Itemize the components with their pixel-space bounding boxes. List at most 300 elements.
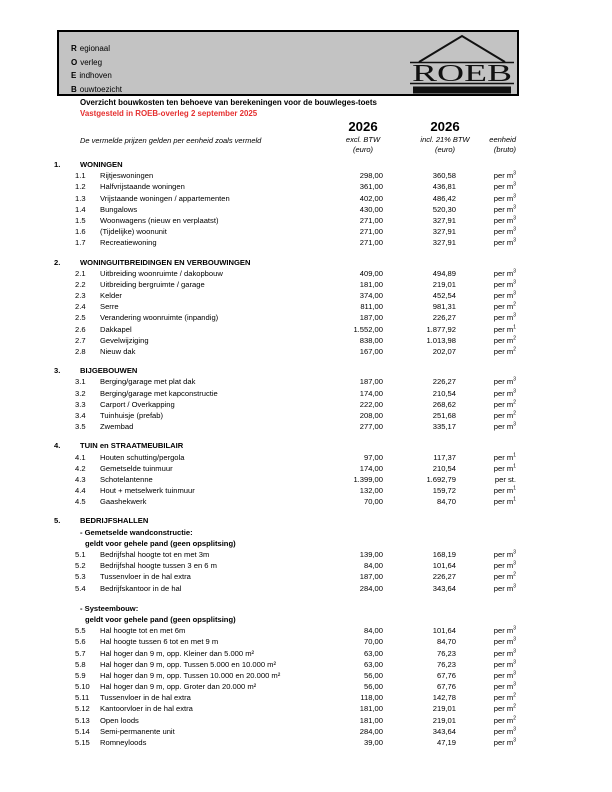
- row-price-excl: 181,00: [359, 279, 383, 289]
- unit-superscript: 2: [513, 346, 516, 353]
- year-header-incl: 2026: [430, 119, 460, 134]
- unit-superscript: 3: [513, 181, 516, 188]
- unit-superscript: 1: [513, 496, 516, 503]
- unit-superscript: 3: [513, 376, 516, 383]
- row-unit: per $m^2$: [493, 399, 516, 409]
- row-number: 3.4: [75, 410, 86, 420]
- section-header-row: [0, 440, 612, 451]
- table-row: [0, 583, 612, 594]
- row-number: 1.7: [75, 238, 86, 248]
- row-unit: per $m^3$: [493, 290, 516, 301]
- logo-text: ROEB: [412, 61, 512, 87]
- row-label: Hal hoogte tussen 6 tot en met 9 m: [100, 637, 219, 647]
- row-price-excl: 222,00: [359, 399, 383, 409]
- row-price-incl: 159,72: [432, 486, 456, 496]
- row-price-incl: 335,17: [432, 422, 456, 432]
- row-label: Hal hoger dan 9 m, opp. Groter dan 20.000 m²: [100, 682, 257, 692]
- section-number: 2.: [54, 257, 61, 267]
- row-number: 3.2: [75, 388, 86, 398]
- section-title: WONINGEN: [80, 160, 123, 169]
- unit-superscript: 3: [513, 312, 516, 319]
- row-price-excl: 271,00: [359, 215, 383, 225]
- acronym-rest: verleg: [80, 57, 103, 67]
- acronym-line-overleg: [71, 56, 122, 70]
- section: [0, 440, 612, 507]
- row-price-incl: 84,70: [436, 497, 456, 507]
- table-row: [0, 226, 612, 237]
- table-row: [0, 181, 612, 192]
- table-row: [0, 659, 612, 670]
- section-title: TUIN en STRAATMEUBILAIR: [80, 441, 184, 451]
- table-row: [0, 485, 612, 496]
- acronym-letter: O: [71, 57, 78, 67]
- table-row: [0, 399, 612, 410]
- row-number: 5.8: [75, 659, 86, 669]
- column-header-unit: [440, 135, 516, 155]
- column-header-unit-line2: (bruto): [493, 144, 516, 154]
- unit-superscript: 3: [513, 670, 516, 677]
- unit-superscript: 1: [513, 324, 516, 331]
- row-label: Berging/garage met plat dak: [100, 377, 196, 387]
- row-number: 5.2: [75, 561, 86, 571]
- table-row: [0, 346, 612, 357]
- row-price-excl: 187,00: [359, 572, 383, 582]
- row-label: Bedrijfshal hoogte tot en met 3m: [100, 550, 210, 559]
- row-price-incl: 76,23: [436, 659, 456, 669]
- row-price-incl: 219,01: [432, 279, 456, 289]
- row-price-excl: 187,00: [359, 313, 383, 323]
- row-price-incl: 981,31: [432, 302, 456, 312]
- row-unit: per $m^2$: [493, 692, 516, 703]
- row-number: 5.15: [75, 738, 90, 747]
- row-price-excl: 56,00: [363, 670, 383, 680]
- row-number: 2.7: [75, 335, 86, 345]
- table-row: [0, 636, 612, 647]
- row-price-incl: 327,91: [432, 215, 456, 225]
- row-number: 1.3: [75, 193, 86, 203]
- row-number: 5.5: [75, 626, 86, 636]
- row-price-excl: 132,00: [359, 486, 383, 496]
- row-number: 3.5: [75, 422, 86, 432]
- row-price-excl: 181,00: [359, 704, 383, 714]
- document-subtitle-red: Vastgesteld in ROEB-overleg 2 september 2025: [80, 108, 258, 118]
- row-price-excl: 361,00: [359, 182, 383, 192]
- group-subtitle-row: [0, 603, 612, 614]
- unit-superscript: 3: [513, 204, 516, 211]
- document-title: Overzicht bouwkosten ten behoeve van berekeningen voor de bouwleges-toets: [80, 98, 377, 107]
- row-number: 2.3: [75, 291, 86, 301]
- row-label: Gevelwijziging: [100, 335, 149, 345]
- row-unit: per st.: [494, 474, 516, 484]
- row-unit: per $m^2$: [493, 715, 516, 725]
- roeb-header-box: [57, 30, 519, 96]
- row-label: Tussenvloer in de hal extra: [100, 572, 191, 582]
- row-label: Uitbreiding woonruimte / dakopbouw: [100, 268, 223, 278]
- row-price-incl: 1.013,98: [426, 335, 456, 345]
- group-note: geldt voor gehele pand (geen opsplitsing): [85, 614, 236, 624]
- row-price-excl: 284,00: [359, 726, 383, 736]
- row-number: 4.3: [75, 474, 86, 484]
- row-price-incl: 117,37: [433, 452, 456, 462]
- row-price-excl: 838,00: [359, 335, 383, 345]
- row-number: 5.12: [75, 704, 90, 714]
- table-row: [0, 376, 612, 387]
- row-price-excl: 284,00: [359, 583, 383, 593]
- row-number: 2.1: [75, 268, 86, 278]
- row-label: Tuinhuisje (prefab): [100, 410, 164, 420]
- row-number: 4.1: [75, 452, 86, 462]
- row-price-excl: 56,00: [363, 682, 383, 692]
- table-row: [0, 279, 612, 290]
- roeb-acronym: [71, 42, 122, 96]
- row-unit: per $m^3$: [493, 625, 516, 636]
- row-price-incl: 210,54: [432, 388, 456, 398]
- row-price-incl: 76,23: [436, 648, 456, 658]
- row-price-incl: 494,89: [432, 268, 456, 278]
- section-number: 3.: [54, 366, 61, 376]
- row-label: Schotelantenne: [100, 474, 153, 484]
- roof-triangle-icon: [419, 36, 505, 62]
- row-number: 4.2: [75, 463, 86, 473]
- row-number: 1.6: [75, 227, 86, 237]
- row-unit: per $m^3$: [493, 549, 516, 559]
- column-header-excl-line1: excl. BTW: [345, 135, 381, 144]
- row-price-incl: 67,76: [436, 682, 456, 692]
- table-row: [0, 692, 612, 703]
- section-header-row: [0, 257, 612, 268]
- unit-superscript: 3: [513, 226, 516, 233]
- row-label: Halfvrijstaande woningen: [100, 182, 185, 192]
- row-label: Rijtjeswoningen: [100, 171, 154, 181]
- column-header-incl-line1: incl. 21% BTW: [420, 135, 470, 144]
- row-unit: per $m^3$: [493, 226, 516, 237]
- row-unit: per $m^3$: [493, 647, 516, 658]
- row-number: 5.14: [75, 726, 90, 736]
- table-row: [0, 703, 612, 714]
- row-number: 1.5: [75, 215, 86, 225]
- row-price-excl: 271,00: [359, 238, 383, 248]
- row-price-excl: 187,00: [359, 377, 383, 387]
- title-block: [80, 98, 377, 119]
- row-label: (Tijdelijke) woonunit: [100, 227, 167, 237]
- row-label: Uitbreiding bergruimte / garage: [100, 279, 205, 289]
- group-subtitle: - Gemetselde wandconstructie:: [80, 527, 193, 537]
- row-number: 5.6: [75, 637, 86, 647]
- year-header-excl: 2026: [348, 119, 378, 134]
- row-label: Open loods: [100, 715, 139, 725]
- row-price-incl: 268,62: [432, 399, 456, 409]
- section-header-row: [0, 159, 612, 170]
- row-price-incl: 202,07: [432, 347, 456, 356]
- acronym-rest: indhoven: [79, 71, 112, 80]
- row-unit: per $m^2$: [493, 410, 516, 420]
- row-price-incl: 486,42: [432, 193, 456, 203]
- unit-superscript: 2: [513, 571, 516, 578]
- row-number: 5.9: [75, 670, 86, 680]
- section-title: WONINGUITBREIDINGEN EN VERBOUWINGEN: [80, 257, 251, 267]
- row-number: 2.8: [75, 347, 86, 356]
- row-unit: per $m^3$: [493, 583, 516, 593]
- row-unit: per $m^3$: [493, 737, 516, 747]
- row-number: 5.10: [75, 682, 90, 692]
- row-price-excl: 277,00: [359, 422, 383, 432]
- row-price-incl: 226,27: [432, 572, 456, 582]
- row-number: 5.13: [75, 715, 90, 725]
- row-label: Bungalows: [100, 204, 138, 214]
- row-price-incl: 327,91: [432, 227, 456, 237]
- row-price-incl: 47,19: [436, 738, 456, 747]
- unit-superscript: 3: [513, 726, 516, 733]
- row-price-incl: 343,64: [432, 726, 456, 736]
- unit-superscript: 2: [513, 692, 516, 699]
- unit-superscript: 3: [513, 215, 516, 222]
- unit-superscript: 1: [513, 485, 516, 492]
- unit-superscript: 3: [513, 560, 516, 567]
- table-row: [0, 268, 612, 279]
- row-price-incl: 520,30: [432, 204, 456, 214]
- row-price-incl: 67,76: [436, 670, 456, 680]
- section: [0, 365, 612, 432]
- unit-superscript: 3: [513, 237, 516, 244]
- row-price-excl: 139,00: [359, 550, 383, 559]
- row-price-incl: 1.877,92: [426, 324, 456, 334]
- column-header-excl: [320, 135, 406, 155]
- section-number: 1.: [54, 160, 61, 169]
- row-price-incl: 327,91: [432, 238, 456, 248]
- table-row: [0, 648, 612, 659]
- row-unit: per $m^3$: [493, 181, 516, 192]
- column-header-incl-line2: (euro): [434, 144, 455, 154]
- row-unit: per $m^3$: [493, 376, 516, 387]
- row-price-incl: 226,27: [432, 377, 456, 387]
- row-unit: per $m^2$: [493, 346, 516, 356]
- row-label: Hal hoogte tot en met 6m: [100, 626, 186, 636]
- row-price-excl: 118,00: [360, 693, 383, 703]
- acronym-line-bouwtoezicht: [71, 83, 122, 97]
- section-number: 5.: [54, 516, 61, 526]
- row-number: 5.3: [75, 572, 86, 582]
- unit-superscript: 1: [513, 451, 516, 458]
- row-price-incl: 219,01: [432, 715, 456, 725]
- row-unit: per $m^2$: [493, 571, 516, 582]
- row-unit: per $m^3$: [493, 215, 516, 225]
- acronym-letter: B: [71, 84, 77, 94]
- row-price-excl: 430,00: [359, 204, 383, 214]
- unit-superscript: 3: [513, 193, 516, 200]
- row-unit: per $m^3$: [493, 726, 516, 736]
- row-unit: per $m^1$: [493, 324, 516, 334]
- table-row: [0, 290, 612, 301]
- row-unit: per $m^3$: [493, 560, 516, 571]
- table-row: [0, 681, 612, 692]
- row-number: 1.1: [75, 171, 86, 181]
- unit-superscript: 3: [513, 388, 516, 395]
- row-price-excl: 84,00: [363, 561, 383, 571]
- row-price-excl: 374,00: [359, 291, 383, 301]
- row-label: Gaashekwerk: [100, 497, 147, 507]
- section-title: BIJGEBOUWEN: [80, 366, 138, 376]
- table-row: [0, 312, 612, 323]
- row-number: 5.4: [75, 583, 86, 593]
- table-row: [0, 571, 612, 582]
- table-row: [0, 715, 612, 726]
- row-label: Houten schutting/pergola: [100, 452, 185, 462]
- table-row: [0, 463, 612, 474]
- column-header-unit-line1: eenheid: [489, 135, 516, 144]
- row-price-excl: 1.399,00: [353, 474, 383, 484]
- group-gap: [0, 594, 612, 603]
- section-header-row: [0, 365, 612, 376]
- unit-superscript: 3: [513, 421, 516, 428]
- unit-superscript: 3: [513, 647, 516, 654]
- row-number: 2.4: [75, 302, 86, 312]
- intro-note: De vermelde prijzen gelden per eenheid zoals vermeld: [80, 136, 262, 145]
- acronym-line-eindhoven: [71, 69, 122, 83]
- unit-superscript: 2: [513, 410, 516, 417]
- row-unit: per $m^3$: [493, 421, 516, 432]
- row-unit: per $m^3$: [493, 193, 516, 203]
- unit-superscript: 2: [513, 335, 516, 342]
- row-price-excl: 402,00: [359, 193, 383, 203]
- unit-superscript: 2: [513, 301, 516, 308]
- unit-superscript: 3: [513, 737, 516, 744]
- row-label: Hout + metselwerk tuinmuur: [100, 486, 195, 496]
- row-price-excl: 298,00: [359, 171, 383, 181]
- column-header-excl-line2: (euro): [352, 144, 373, 154]
- row-unit: per $m^2$: [493, 301, 516, 312]
- row-label: Tussenvloer in de hal extra: [100, 693, 191, 703]
- unit-superscript: 3: [513, 625, 516, 632]
- table-row: [0, 335, 612, 346]
- table-row: [0, 301, 612, 312]
- row-number: 5.1: [75, 550, 86, 559]
- row-number: 1.4: [75, 204, 86, 214]
- row-unit: per $m^1$: [493, 485, 516, 496]
- row-number: 3.3: [75, 399, 86, 409]
- group-note-row: [0, 614, 612, 625]
- group-note: geldt voor gehele pand (geen opsplitsing): [85, 538, 236, 548]
- row-label: Semi-permanente unit: [100, 726, 175, 736]
- row-number: 3.1: [75, 377, 86, 387]
- row-unit: per $m^1$: [493, 451, 516, 462]
- group-note-row: [0, 538, 612, 549]
- table-row: [0, 737, 612, 748]
- row-label: Kantoorvloer in de hal extra: [100, 704, 193, 714]
- row-unit: per $m^2$: [493, 335, 516, 345]
- unit-superscript: 1: [513, 463, 516, 470]
- acronym-rest: egionaal: [79, 44, 111, 53]
- row-price-excl: 97,00: [363, 452, 383, 462]
- table-row: [0, 452, 612, 463]
- row-price-excl: 174,00: [359, 463, 383, 473]
- table-body: [0, 159, 612, 756]
- row-price-incl: 452,54: [432, 291, 456, 301]
- row-label: Zwembad: [100, 422, 134, 432]
- row-unit: per $m^2$: [493, 703, 516, 714]
- row-price-incl: 1.692,79: [426, 474, 456, 484]
- row-unit: per $m^3$: [493, 237, 516, 248]
- section: [0, 515, 612, 748]
- unit-superscript: 2: [513, 399, 516, 406]
- row-label: Hal hoger dan 9 m, opp. Tussen 10.000 en 20.000 m²: [100, 670, 281, 680]
- unit-superscript: 2: [513, 703, 516, 710]
- group-subtitle: - Systeembouw:: [80, 603, 139, 613]
- table-row: [0, 204, 612, 215]
- row-price-excl: 84,00: [363, 626, 383, 636]
- row-number: 2.2: [75, 279, 86, 289]
- row-label: Bedrijfskantoor in de hal: [100, 583, 182, 593]
- row-unit: per $m^3$: [493, 312, 516, 323]
- unit-superscript: 3: [513, 636, 516, 643]
- row-label: Berging/garage met kapconstructie: [100, 388, 218, 398]
- table-row: [0, 215, 612, 226]
- row-price-incl: 168,19: [432, 550, 456, 559]
- row-label: Romneyloods: [100, 738, 147, 747]
- unit-superscript: 3: [513, 549, 516, 556]
- row-unit: per $m^3$: [493, 170, 516, 181]
- unit-superscript: 3: [513, 268, 516, 275]
- row-unit: per $m^3$: [493, 659, 516, 669]
- row-price-excl: 70,00: [363, 637, 383, 647]
- table-row: [0, 324, 612, 335]
- logo-base-bar: [413, 87, 511, 94]
- roeb-logo: [407, 33, 517, 94]
- unit-superscript: 3: [513, 583, 516, 590]
- row-price-excl: 811,00: [360, 302, 383, 312]
- table-row: [0, 625, 612, 636]
- row-number: 5.7: [75, 648, 86, 658]
- row-number: 4.5: [75, 497, 86, 507]
- row-label: Woonwagens (nieuw en verplaatst): [100, 215, 219, 225]
- section-number: 4.: [54, 441, 61, 451]
- row-unit: per $m^3$: [493, 268, 516, 278]
- row-label: Gemetselde tuinmuur: [100, 463, 173, 473]
- row-price-excl: 63,00: [363, 659, 383, 669]
- table-row: [0, 410, 612, 421]
- unit-superscript: 2: [513, 715, 516, 722]
- row-label: Hal hoger dan 9 m, opp. Tussen 5.000 en 10.000 m²: [100, 659, 277, 669]
- table-row: [0, 496, 612, 507]
- row-unit: per $m^3$: [493, 636, 516, 647]
- table-row: [0, 193, 612, 204]
- table-row: [0, 549, 612, 560]
- row-price-incl: 343,64: [432, 583, 456, 593]
- roeb-logo-icon: [407, 33, 517, 94]
- acronym-letter: E: [71, 71, 77, 80]
- acronym-letter: R: [71, 44, 77, 53]
- section: [0, 257, 612, 358]
- row-price-excl: 167,00: [359, 347, 383, 356]
- row-price-incl: 219,01: [432, 704, 456, 714]
- row-number: 4.4: [75, 486, 86, 496]
- row-price-incl: 101,64: [432, 561, 456, 571]
- row-label: Carport / Overkapping: [100, 399, 175, 409]
- row-price-excl: 208,00: [359, 410, 383, 420]
- row-unit: per $m^3$: [493, 388, 516, 398]
- row-price-excl: 271,00: [359, 227, 383, 237]
- row-label: Hal hoger dan 9 m, opp. Kleiner dan 5.000 m²: [100, 648, 255, 658]
- acronym-rest: ouwtoezicht: [79, 84, 123, 94]
- section-header-row: [0, 515, 612, 526]
- group-subtitle-row: [0, 527, 612, 538]
- row-price-excl: 409,00: [359, 268, 383, 278]
- row-price-incl: 436,81: [432, 182, 456, 192]
- unit-superscript: 3: [513, 659, 516, 666]
- row-label: Recreatiewoning: [100, 238, 157, 248]
- row-unit: per $m^3$: [493, 681, 516, 692]
- row-number: 2.5: [75, 313, 86, 323]
- row-price-excl: 181,00: [359, 715, 383, 725]
